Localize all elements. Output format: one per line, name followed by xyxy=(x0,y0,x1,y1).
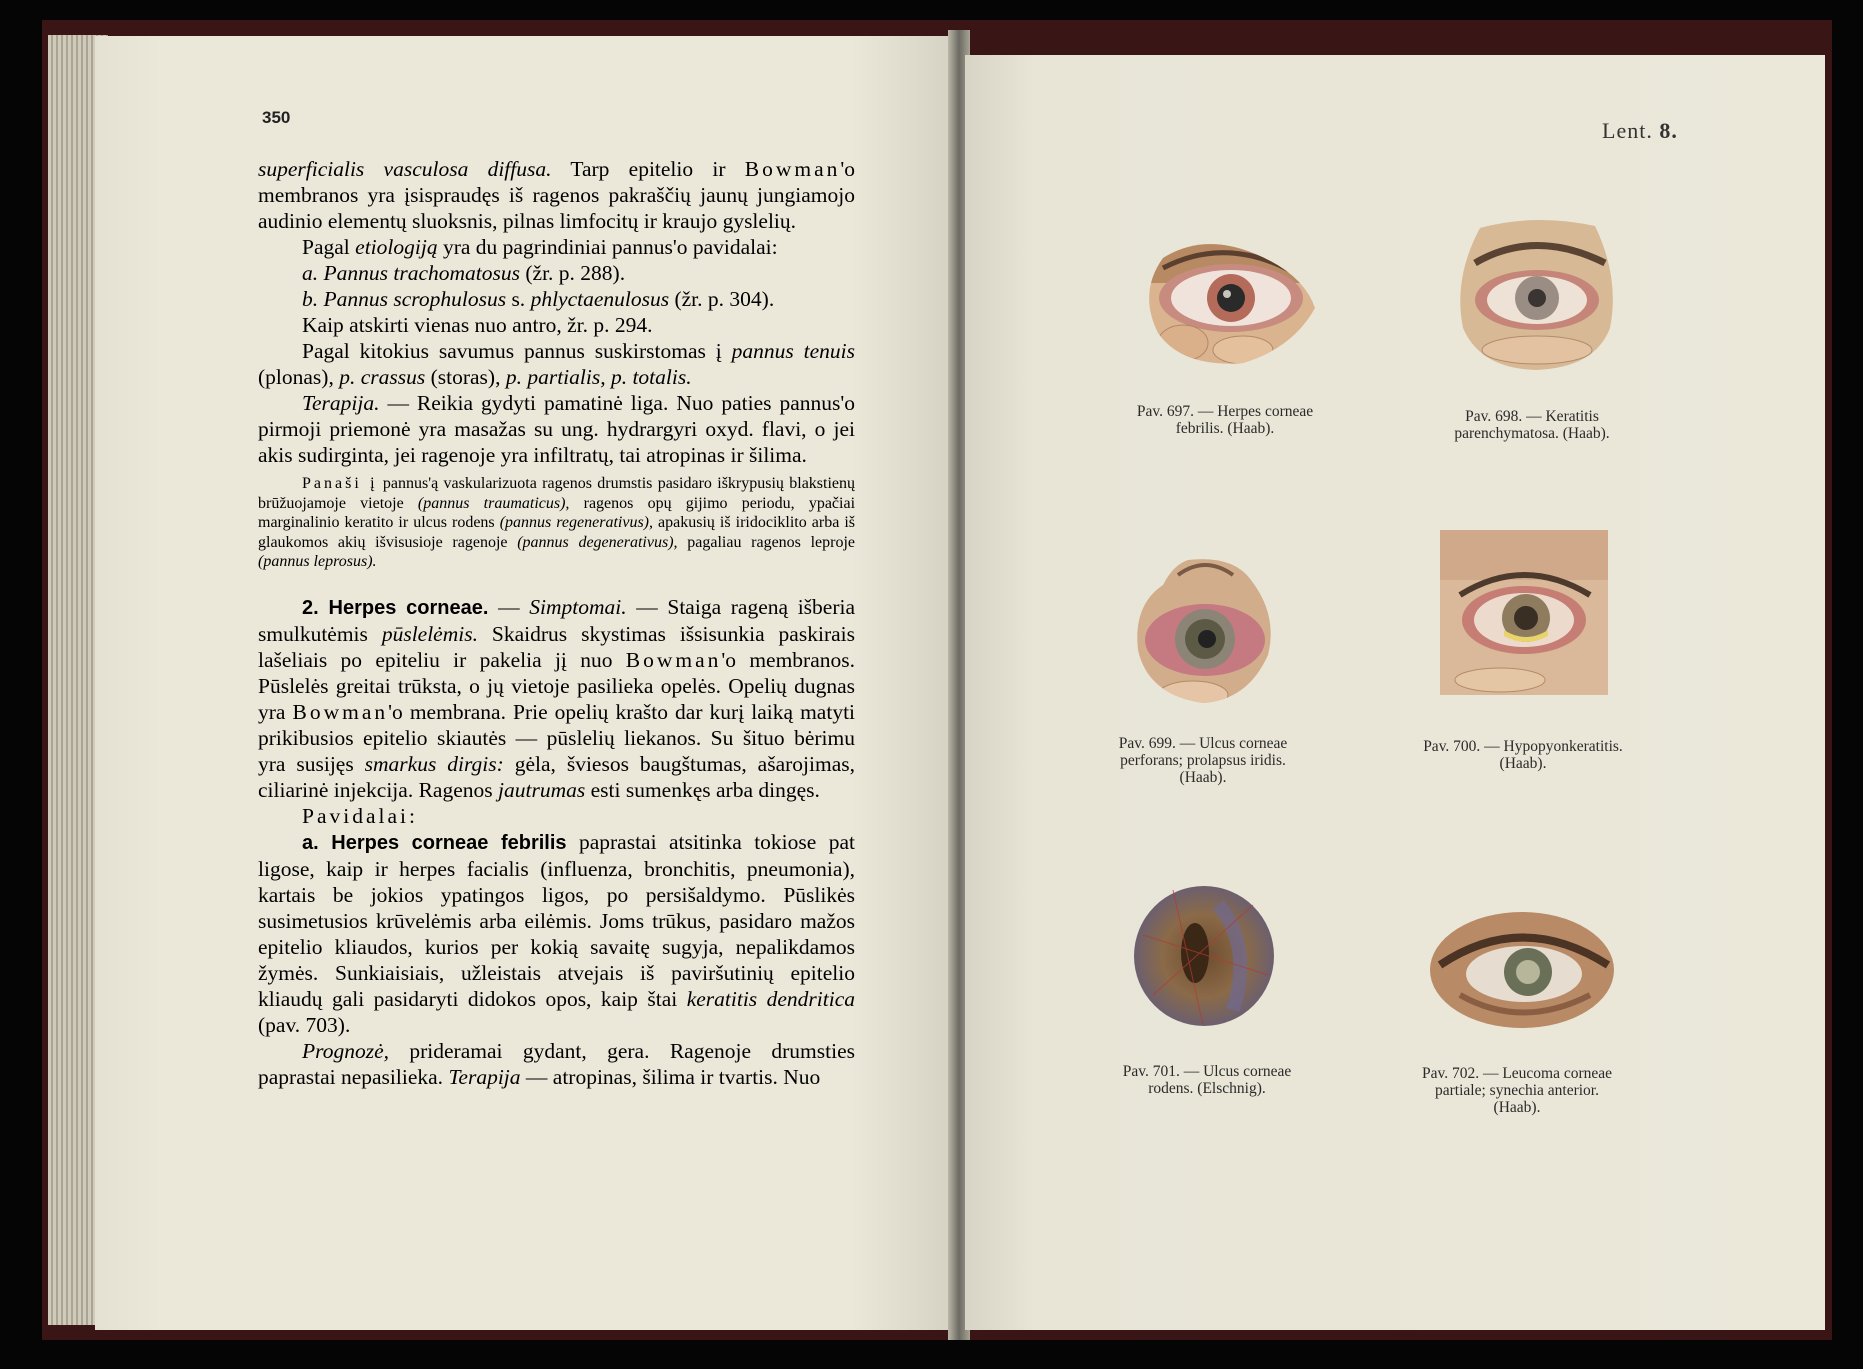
text-run: Terapija. xyxy=(302,391,380,415)
paragraph xyxy=(258,390,855,468)
text-run: (pannus leprosus). xyxy=(258,553,377,570)
plate-heading xyxy=(1602,118,1678,144)
text-run: paprastai atsitinka tokiose pat ligose, kaip ir herpes facialis (influenza, bronchitis, pneumonia), kartais be jokios ypatingos ligos, po persišaldymo. Pūslikės susimetusios krūvelėmis arba eilėmis. Joms trūkus, pasidaro mažos epitelio kliaudos, kurios per kokią savaitę sugyja, nepalikdamos žymės. Sunkiaisiais, užleistais atvejais iš paviršutinių epitelio kliaudų gali pasidaryti didokos opos, kaip štai xyxy=(258,829,855,1011)
text-run: pannus'ą vaskularizuota ragenos drumstis pasidaro iškrypusių blakstienų brūžuojamoje vietoje xyxy=(258,475,856,512)
text-run: gėla, šviesos baugštumas, ašarojimas, ciliarinė injekcija. Ragenos xyxy=(258,751,856,802)
paragraph xyxy=(258,474,855,572)
text-run: Bowman xyxy=(292,699,389,724)
text-run: Pagal kitokius savumus pannus suskirstomas į xyxy=(302,339,732,363)
figure-697-image xyxy=(1143,238,1318,368)
text-run: 'o membrana. Prie opelių krašto dar kurį laiką matyti prikibusios epitelio skiautės — pūslelių liekanos. Su šituo bėrimu yra susijęs xyxy=(258,699,856,776)
text-run: 'o membranos. Pūslelės greitai trūksta, o jų vietoje pasilieka opelės. Opelių dugnas yra xyxy=(258,647,855,724)
text-run: (plonas), xyxy=(258,365,340,389)
paragraph xyxy=(258,1038,855,1090)
text-run: Terapija xyxy=(448,1064,521,1089)
text-run: — Staiga rageną išberia smulkutėmis xyxy=(258,594,856,646)
body-text xyxy=(258,156,855,1090)
caption-697: Pav. 697. — Herpes corneae febrilis. (Haab). xyxy=(1136,403,1314,437)
caption-701: Pav. 701. — Ulcus corneae rodens. (Elschnig). xyxy=(1122,1063,1292,1097)
text-run: (pannus regenerativus), xyxy=(499,514,653,531)
text-run: (žr. p. 304). xyxy=(669,287,775,311)
text-run: s. xyxy=(506,287,531,311)
caption-700: Pav. 700. — Hypopyonkeratitis. (Haab). xyxy=(1423,738,1623,772)
text-run: superficialis vasculosa diffusa. xyxy=(258,157,552,181)
text-run: b. Pannus scrophulosus xyxy=(302,287,507,311)
text-run: pagaliau ragenos lepr​oje xyxy=(677,533,856,551)
text-run: Bowman xyxy=(744,157,841,181)
text-run: 2. Herpes corneae. xyxy=(302,596,489,619)
text-run: esti sumenkęs arba dingęs. xyxy=(585,777,820,802)
text-run: (pannus traumaticus), xyxy=(417,494,570,512)
caption-702: Pav. 702. — Leucoma corneae partiale; synechia anterior. (Haab). xyxy=(1421,1065,1613,1116)
text-run: prideramai gydant, gera. Ragenoje drumsties paprastai nepasilieka. xyxy=(258,1038,855,1089)
text-run: yra du pagrindiniai pannus'o pavidalai: xyxy=(437,235,778,259)
paragraph xyxy=(258,594,855,803)
paragraph xyxy=(258,286,855,312)
paragraph xyxy=(258,234,855,260)
text-run: Pagal xyxy=(302,235,356,259)
right-page xyxy=(965,55,1825,1330)
caption-698: Pav. 698. — Keratitis parenchymatosa. (Haab). xyxy=(1454,408,1610,442)
paragraph xyxy=(258,338,855,390)
text-run: — atropinas, šilima ir tvartis. Nuo xyxy=(520,1064,821,1089)
text-run: smarkus dirgis: xyxy=(364,751,504,776)
text-run: apakusių iš iridociklito arba iš glaukomos akių išvisusioje ragenoje xyxy=(258,514,856,551)
text-run: (storas), xyxy=(425,365,506,389)
text-run: pūslelėmis. xyxy=(381,621,478,646)
text-run: — Reikia gydyti pamatinė liga. Nuo paties pannus'o pirmoji priemonė yra masažas su ung. hydrargyri oxyd. flavi, o jei akis sudirginta, jei ragenoje yra infiltratų, tai atropinas ir šilima. xyxy=(258,391,855,467)
text-run: etiologiją xyxy=(355,235,438,259)
text-run: p. crassus xyxy=(339,365,426,389)
text-run: 'o membranos yra įsispraudęs iš ragenos pakraščių jaunų jungiamojo audinio elementų sluoksnis, pilnas limfocitų ir kraujo gyslelių. xyxy=(258,157,855,233)
plate-number: 8. xyxy=(1659,118,1678,143)
text-run: Tarp epitelio ir xyxy=(551,157,745,181)
text-run: a. Herpes corneae febrilis xyxy=(302,831,567,854)
figure-701-image xyxy=(1133,885,1275,1027)
text-run: pannus tenuis xyxy=(731,339,855,363)
caption-699: Pav. 699. — Ulcus corneae perforans; prolapsus iridis. (Haab). xyxy=(1118,735,1288,786)
page-number: 350 xyxy=(262,108,291,127)
paragraph xyxy=(258,829,855,1038)
text-run: — xyxy=(488,594,530,619)
text-run: Pavidalai: xyxy=(302,803,418,828)
paragraph xyxy=(258,156,855,234)
figure-699-image xyxy=(1133,555,1278,705)
text-run: ragenos opų gijimo periodu, ypačiai marginalinio keratito ir ulcus rodens xyxy=(258,494,856,531)
text-run: Bowman xyxy=(625,647,722,672)
text-run: Skaidrus skystimas išsisunkia paskirais lašeliais po epiteliu ir pakelia jį nuo xyxy=(258,621,855,672)
text-run: Simptomai. xyxy=(529,594,627,619)
figure-698-image xyxy=(1455,218,1617,373)
paragraph xyxy=(258,312,855,338)
text-run: phlyctaenulosus xyxy=(530,287,670,311)
paragraph xyxy=(258,260,855,286)
text-run: Prognozė, xyxy=(302,1038,389,1063)
text-run: (žr. p. 288). xyxy=(520,261,626,285)
paragraph xyxy=(258,803,855,829)
text-run: a. Pannus trachomatosus xyxy=(302,261,520,285)
figure-700-image xyxy=(1440,530,1608,695)
text-run: (pannus degenerativus), xyxy=(517,533,678,551)
text-run: Kaip atskirti vienas nuo antro, žr. p. 294. xyxy=(302,313,653,337)
figure-702-image xyxy=(1430,910,1615,1030)
text-run: (pav. 703). xyxy=(258,1012,351,1037)
text-run: p. partialis, p. totalis. xyxy=(505,365,692,389)
text-run: keratitis dendritica xyxy=(686,986,855,1011)
text-run: Panaši į xyxy=(302,475,378,492)
plate-label: Lent. xyxy=(1602,118,1653,143)
text-run: jautrumas xyxy=(498,777,586,802)
